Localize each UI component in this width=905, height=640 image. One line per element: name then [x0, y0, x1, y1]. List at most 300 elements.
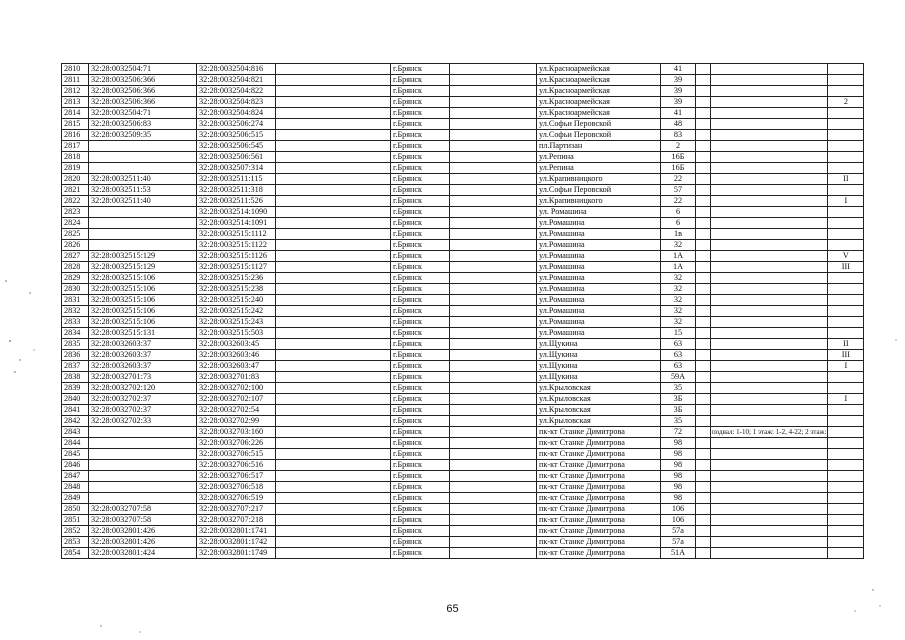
locality-cell: г.Брянск [391, 273, 450, 284]
room-mark-cell [828, 130, 864, 141]
empty-cell-cell [276, 218, 391, 229]
room-mark-cell [828, 185, 864, 196]
parent-cadastral-number-cell: 32:28:0032515:106 [89, 284, 197, 295]
parent-cadastral-number-cell [89, 229, 197, 240]
street-cell: ул.Ромашина [537, 273, 661, 284]
row-number-cell: 2816 [62, 130, 89, 141]
room-mark-cell [828, 284, 864, 295]
parent-cadastral-number-cell: 32:28:0032511:40 [89, 174, 197, 185]
empty-cell-cell [450, 394, 537, 405]
premises-note-cell [711, 306, 828, 317]
table-row [62, 361, 864, 372]
locality-cell: г.Брянск [391, 130, 450, 141]
premises-note-cell [711, 207, 828, 218]
cadastral-number-cell: 32:28:0032506:561 [197, 152, 276, 163]
empty-cell-cell [276, 427, 391, 438]
locality-cell: г.Брянск [391, 185, 450, 196]
cadastral-number-cell: 32:28:0032511:318 [197, 185, 276, 196]
empty-cell-cell [696, 328, 711, 339]
premises-note-cell [711, 317, 828, 328]
house-number-cell: 51А [661, 548, 696, 559]
cadastral-number-cell: 32:28:0032707:217 [197, 504, 276, 515]
parent-cadastral-number-cell [89, 460, 197, 471]
parent-cadastral-number-cell: 32:28:0032707:58 [89, 515, 197, 526]
street-cell: ул.Софьи Перовской [537, 130, 661, 141]
locality-cell: г.Брянск [391, 438, 450, 449]
empty-cell-cell [696, 405, 711, 416]
locality-cell: г.Брянск [391, 504, 450, 515]
empty-cell-cell [450, 416, 537, 427]
parent-cadastral-number-cell [89, 493, 197, 504]
row-number-cell: 2841 [62, 405, 89, 416]
parent-cadastral-number-cell: 32:28:0032515:106 [89, 295, 197, 306]
parent-cadastral-number-cell: 32:28:0032506:366 [89, 86, 197, 97]
row-number-cell: 2814 [62, 108, 89, 119]
empty-cell-cell [276, 152, 391, 163]
house-number-cell: 6 [661, 218, 696, 229]
locality-cell: г.Брянск [391, 240, 450, 251]
empty-cell-cell [450, 361, 537, 372]
cadastral-number-cell: 32:28:0032706:516 [197, 460, 276, 471]
room-mark-cell [828, 273, 864, 284]
room-mark-cell [828, 141, 864, 152]
house-number-cell: 3Б [661, 394, 696, 405]
row-number-cell: 2832 [62, 306, 89, 317]
locality-cell: г.Брянск [391, 229, 450, 240]
house-number-cell: 1в [661, 229, 696, 240]
room-mark-cell [828, 240, 864, 251]
premises-note-cell [711, 372, 828, 383]
empty-cell-cell [276, 405, 391, 416]
street-cell: пк-кт Станке Димитрова [537, 449, 661, 460]
premises-note-cell [711, 273, 828, 284]
table-row [62, 427, 864, 438]
room-mark-cell: 2 [828, 97, 864, 108]
empty-cell-cell [696, 339, 711, 350]
locality-cell: г.Брянск [391, 141, 450, 152]
empty-cell-cell [696, 493, 711, 504]
house-number-cell: 72 [661, 427, 696, 438]
premises-note-cell [711, 328, 828, 339]
room-mark-cell: II [828, 339, 864, 350]
empty-cell-cell [450, 295, 537, 306]
row-number-cell: 2851 [62, 515, 89, 526]
empty-cell-cell [450, 471, 537, 482]
empty-cell-cell [276, 449, 391, 460]
house-number-cell: 57а [661, 526, 696, 537]
cadastral-number-cell: 32:28:0032515:1122 [197, 240, 276, 251]
empty-cell-cell [276, 361, 391, 372]
row-number-cell: 2842 [62, 416, 89, 427]
row-number-cell: 2843 [62, 427, 89, 438]
row-number-cell: 2852 [62, 526, 89, 537]
table-row [62, 515, 864, 526]
house-number-cell: 2 [661, 141, 696, 152]
premises-note-cell [711, 130, 828, 141]
street-cell: ул.Щукина [537, 339, 661, 350]
room-mark-cell [828, 229, 864, 240]
room-mark-cell [828, 416, 864, 427]
locality-cell: г.Брянск [391, 526, 450, 537]
street-cell: ул.Крыловская [537, 394, 661, 405]
empty-cell-cell [696, 196, 711, 207]
table-row [62, 196, 864, 207]
premises-note-cell [711, 350, 828, 361]
street-cell: ул.Репина [537, 163, 661, 174]
room-mark-cell: I [828, 361, 864, 372]
locality-cell: г.Брянск [391, 251, 450, 262]
row-number-cell: 2819 [62, 163, 89, 174]
empty-cell-cell [450, 75, 537, 86]
empty-cell-cell [450, 427, 537, 438]
cadastral-number-cell: 32:28:0032702:107 [197, 394, 276, 405]
locality-cell: г.Брянск [391, 372, 450, 383]
empty-cell-cell [276, 350, 391, 361]
locality-cell: г.Брянск [391, 64, 450, 75]
premises-note-cell [711, 163, 828, 174]
parent-cadastral-number-cell: 32:28:0032511:40 [89, 196, 197, 207]
street-cell: ул.Красноармейская [537, 108, 661, 119]
empty-cell-cell [276, 141, 391, 152]
house-number-cell: 3Б [661, 405, 696, 416]
table-row [62, 152, 864, 163]
table-row [62, 229, 864, 240]
parent-cadastral-number-cell [89, 449, 197, 460]
table-row [62, 108, 864, 119]
table-row [62, 372, 864, 383]
table-row [62, 97, 864, 108]
room-mark-cell: III [828, 350, 864, 361]
house-number-cell: 32 [661, 284, 696, 295]
empty-cell-cell [696, 372, 711, 383]
parent-cadastral-number-cell: 32:28:0032515:129 [89, 251, 197, 262]
street-cell: ул.Ромашина [537, 306, 661, 317]
empty-cell-cell [276, 482, 391, 493]
parent-cadastral-number-cell: 32:28:0032702:120 [89, 383, 197, 394]
empty-cell-cell [696, 482, 711, 493]
empty-cell-cell [450, 196, 537, 207]
empty-cell-cell [696, 152, 711, 163]
cadastral-number-cell: 32:28:0032515:1127 [197, 262, 276, 273]
row-number-cell: 2834 [62, 328, 89, 339]
row-number-cell: 2811 [62, 75, 89, 86]
locality-cell: г.Брянск [391, 207, 450, 218]
empty-cell-cell [450, 174, 537, 185]
empty-cell-cell [276, 504, 391, 515]
row-number-cell: 2836 [62, 350, 89, 361]
cadastral-number-cell: 32:28:0032515:236 [197, 273, 276, 284]
empty-cell-cell [450, 383, 537, 394]
locality-cell: г.Брянск [391, 317, 450, 328]
street-cell: ул.Щукина [537, 350, 661, 361]
locality-cell: г.Брянск [391, 471, 450, 482]
parent-cadastral-number-cell: 32:28:0032801:426 [89, 526, 197, 537]
empty-cell-cell [450, 449, 537, 460]
row-number-cell: 2818 [62, 152, 89, 163]
empty-cell-cell [696, 471, 711, 482]
house-number-cell: 63 [661, 350, 696, 361]
locality-cell: г.Брянск [391, 427, 450, 438]
empty-cell-cell [276, 438, 391, 449]
house-number-cell: 39 [661, 97, 696, 108]
empty-cell-cell [450, 251, 537, 262]
parent-cadastral-number-cell: 32:28:0032515:106 [89, 273, 197, 284]
empty-cell-cell [450, 515, 537, 526]
row-number-cell: 2817 [62, 141, 89, 152]
premises-note-cell [711, 251, 828, 262]
house-number-cell: 106 [661, 515, 696, 526]
premises-note-cell [711, 482, 828, 493]
row-number-cell: 2847 [62, 471, 89, 482]
parent-cadastral-number-cell [89, 207, 197, 218]
empty-cell-cell [696, 515, 711, 526]
empty-cell-cell [276, 262, 391, 273]
room-mark-cell [828, 163, 864, 174]
room-mark-cell [828, 383, 864, 394]
cadastral-number-cell: 32:28:0032506:515 [197, 130, 276, 141]
cadastral-number-cell: 32:28:0032506:274 [197, 119, 276, 130]
locality-cell: г.Брянск [391, 405, 450, 416]
room-mark-cell: III [828, 262, 864, 273]
table-row [62, 141, 864, 152]
premises-note-cell [711, 295, 828, 306]
row-number-cell: 2833 [62, 317, 89, 328]
room-mark-cell [828, 460, 864, 471]
room-mark-cell [828, 108, 864, 119]
parent-cadastral-number-cell: 32:28:0032702:33 [89, 416, 197, 427]
parent-cadastral-number-cell: 32:28:0032603:37 [89, 361, 197, 372]
empty-cell-cell [450, 273, 537, 284]
house-number-cell: 1А [661, 251, 696, 262]
row-number-cell: 2839 [62, 383, 89, 394]
street-cell: ул.Ромашина [537, 284, 661, 295]
cadastral-number-cell: 32:28:0032703:160 [197, 427, 276, 438]
room-mark-cell [828, 207, 864, 218]
empty-cell-cell [696, 273, 711, 284]
table-row [62, 119, 864, 130]
table-row [62, 163, 864, 174]
street-cell: пк-кт Станке Димитрова [537, 471, 661, 482]
empty-cell-cell [696, 548, 711, 559]
empty-cell-cell [276, 119, 391, 130]
street-cell: ул.Ромашина [537, 251, 661, 262]
empty-cell-cell [696, 416, 711, 427]
locality-cell: г.Брянск [391, 361, 450, 372]
room-mark-cell [828, 515, 864, 526]
cadastral-number-cell: 32:28:0032706:226 [197, 438, 276, 449]
empty-cell-cell [450, 504, 537, 515]
empty-cell-cell [450, 262, 537, 273]
house-number-cell: 83 [661, 130, 696, 141]
empty-cell-cell [276, 196, 391, 207]
premises-note-cell [711, 515, 828, 526]
street-cell: ул.Ромашина [537, 262, 661, 273]
premises-note-cell [711, 185, 828, 196]
street-cell: ул.Красноармейская [537, 97, 661, 108]
parent-cadastral-number-cell: 32:28:0032603:37 [89, 339, 197, 350]
empty-cell-cell [696, 394, 711, 405]
row-number-cell: 2837 [62, 361, 89, 372]
locality-cell: г.Брянск [391, 174, 450, 185]
cadastral-number-cell: 32:28:0032706:517 [197, 471, 276, 482]
room-mark-cell [828, 317, 864, 328]
empty-cell-cell [276, 207, 391, 218]
empty-cell-cell [696, 438, 711, 449]
street-cell: пл.Партизан [537, 141, 661, 152]
empty-cell-cell [276, 64, 391, 75]
street-cell: пк-кт Станке Димитрова [537, 427, 661, 438]
cadastral-number-cell: 32:28:0032801:1749 [197, 548, 276, 559]
premises-note-cell [711, 152, 828, 163]
empty-cell-cell [450, 86, 537, 97]
street-cell: ул.Красноармейская [537, 86, 661, 97]
empty-cell-cell [696, 537, 711, 548]
locality-cell: г.Брянск [391, 383, 450, 394]
parent-cadastral-number-cell: 32:28:0032506:366 [89, 75, 197, 86]
parent-cadastral-number-cell: 32:28:0032702:37 [89, 405, 197, 416]
page-number: 65 [446, 603, 459, 615]
cadastral-number-cell: 32:28:0032507:314 [197, 163, 276, 174]
row-number-cell: 2845 [62, 449, 89, 460]
house-number-cell: 48 [661, 119, 696, 130]
row-number-cell: 2820 [62, 174, 89, 185]
row-number-cell: 2827 [62, 251, 89, 262]
empty-cell-cell [450, 64, 537, 75]
row-number-cell: 2815 [62, 119, 89, 130]
cadastral-number-cell: 32:28:0032702:99 [197, 416, 276, 427]
locality-cell: г.Брянск [391, 163, 450, 174]
room-mark-cell [828, 471, 864, 482]
parent-cadastral-number-cell: 32:28:0032511:53 [89, 185, 197, 196]
empty-cell-cell [450, 350, 537, 361]
row-number-cell: 2824 [62, 218, 89, 229]
table-row [62, 130, 864, 141]
empty-cell-cell [696, 64, 711, 75]
street-cell: ул.Щукина [537, 372, 661, 383]
cadastral-number-cell: 32:28:0032515:1126 [197, 251, 276, 262]
cadastral-number-cell: 32:28:0032515:242 [197, 306, 276, 317]
parent-cadastral-number-cell [89, 427, 197, 438]
parent-cadastral-number-cell: 32:28:0032504:71 [89, 64, 197, 75]
empty-cell-cell [696, 317, 711, 328]
house-number-cell: 32 [661, 240, 696, 251]
table-row [62, 251, 864, 262]
cadastral-number-cell: 32:28:0032504:823 [197, 97, 276, 108]
row-number-cell: 2828 [62, 262, 89, 273]
room-mark-cell [828, 75, 864, 86]
premises-note-cell [711, 218, 828, 229]
house-number-cell: 32 [661, 295, 696, 306]
premises-note-cell [711, 75, 828, 86]
cadastral-number-cell: 32:28:0032514:1091 [197, 218, 276, 229]
house-number-cell: 41 [661, 108, 696, 119]
table-row [62, 317, 864, 328]
premises-note-cell [711, 174, 828, 185]
empty-cell-cell [696, 295, 711, 306]
table-row [62, 339, 864, 350]
cadastral-number-cell: 32:28:0032801:1742 [197, 537, 276, 548]
empty-cell-cell [276, 273, 391, 284]
table-row [62, 185, 864, 196]
table-row [62, 438, 864, 449]
cadastral-number-cell: 32:28:0032603:46 [197, 350, 276, 361]
empty-cell-cell [450, 284, 537, 295]
parent-cadastral-number-cell: 32:28:0032504:71 [89, 108, 197, 119]
table-row [62, 328, 864, 339]
street-cell: ул.Ромашина [537, 229, 661, 240]
street-cell: ул.Софьи Перовской [537, 185, 661, 196]
empty-cell-cell [276, 185, 391, 196]
empty-cell-cell [276, 97, 391, 108]
room-mark-cell [828, 504, 864, 515]
street-cell: ул.Ромашина [537, 218, 661, 229]
parent-cadastral-number-cell: 32:28:0032801:424 [89, 548, 197, 559]
street-cell: ул. Ромашина [537, 207, 661, 218]
row-number-cell: 2849 [62, 493, 89, 504]
house-number-cell: 98 [661, 460, 696, 471]
locality-cell: г.Брянск [391, 86, 450, 97]
house-number-cell: 32 [661, 273, 696, 284]
premises-note-cell [711, 284, 828, 295]
premises-note-cell [711, 86, 828, 97]
cadastral-number-cell: 32:28:0032603:47 [197, 361, 276, 372]
empty-cell-cell [276, 295, 391, 306]
empty-cell-cell [450, 537, 537, 548]
locality-cell: г.Брянск [391, 152, 450, 163]
parent-cadastral-number-cell: 32:28:0032515:131 [89, 328, 197, 339]
empty-cell-cell [696, 86, 711, 97]
table-row [62, 504, 864, 515]
parent-cadastral-number-cell [89, 163, 197, 174]
cadastral-number-cell: 32:28:0032506:545 [197, 141, 276, 152]
row-number-cell: 2840 [62, 394, 89, 405]
row-number-cell: 2821 [62, 185, 89, 196]
house-number-cell: 35 [661, 416, 696, 427]
street-cell: ул.Крапивницкого [537, 196, 661, 207]
empty-cell-cell [450, 328, 537, 339]
empty-cell-cell [450, 240, 537, 251]
empty-cell-cell [696, 229, 711, 240]
cadastral-number-cell: 32:28:0032515:243 [197, 317, 276, 328]
row-number-cell: 2853 [62, 537, 89, 548]
empty-cell-cell [696, 306, 711, 317]
table-body [62, 64, 864, 559]
table-row [62, 471, 864, 482]
house-number-cell: 98 [661, 482, 696, 493]
room-mark-cell [828, 548, 864, 559]
house-number-cell: 32 [661, 317, 696, 328]
room-mark-cell: II [828, 174, 864, 185]
street-cell: ул.Крыловская [537, 405, 661, 416]
locality-cell: г.Брянск [391, 449, 450, 460]
room-mark-cell [828, 306, 864, 317]
empty-cell-cell [696, 130, 711, 141]
house-number-cell: 22 [661, 174, 696, 185]
table-row [62, 394, 864, 405]
premises-note-cell [711, 449, 828, 460]
premises-note-cell [711, 240, 828, 251]
parent-cadastral-number-cell [89, 471, 197, 482]
street-cell: ул.Щукина [537, 361, 661, 372]
cadastral-number-cell: 32:28:0032504:816 [197, 64, 276, 75]
row-number-cell: 2854 [62, 548, 89, 559]
premises-note-cell [711, 405, 828, 416]
table-row [62, 416, 864, 427]
premises-note-cell [711, 339, 828, 350]
locality-cell: г.Брянск [391, 515, 450, 526]
locality-cell: г.Брянск [391, 537, 450, 548]
street-cell: ул.Крыловская [537, 416, 661, 427]
